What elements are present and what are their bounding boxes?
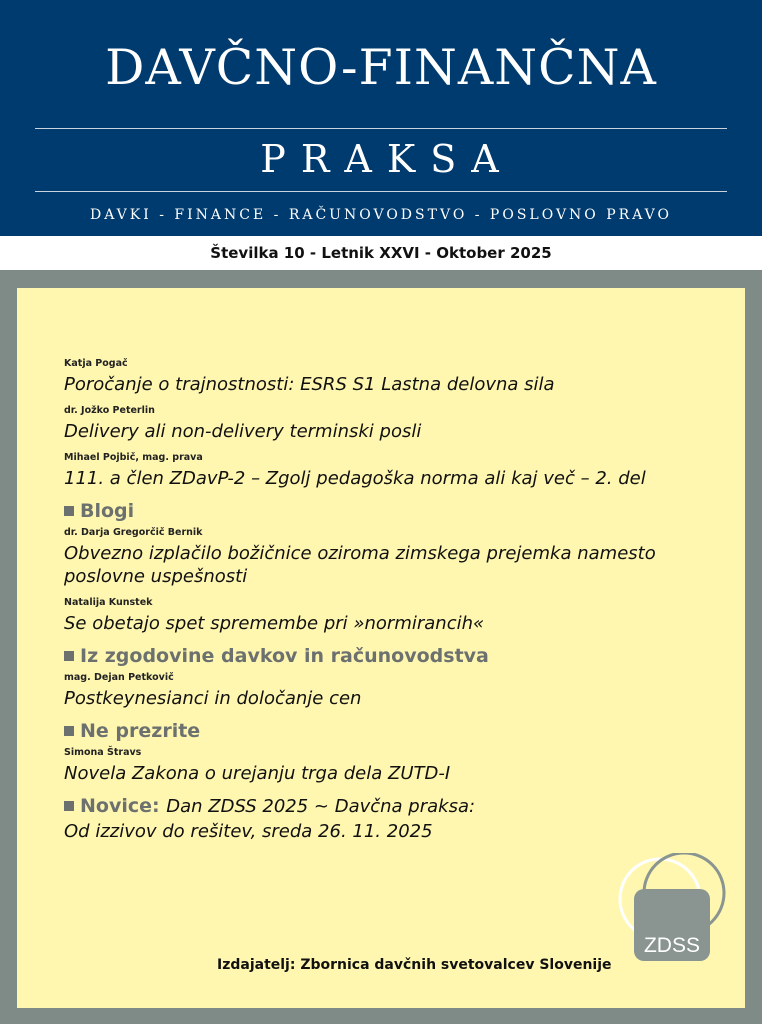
news-text: Dan ZDSS 2025 ~ Davčna praksa: Od izzivov do rešitev, sreda 26. 11. 2025 (64, 796, 476, 842)
section-heading-blogi: Blogi (64, 499, 724, 523)
article-author: dr. Darja Gregorčič Bernik (64, 527, 203, 538)
section-heading-ne-prezrite: Ne prezrite (64, 719, 724, 743)
article-title: Postkeynesianci in določanje cen (64, 688, 362, 709)
article-title: Obvezno izplačilo božičnice oziroma zimskega prejemka namesto poslovne uspešnosti (64, 543, 656, 587)
article-author: dr. Jožko Peterlin (64, 405, 155, 416)
section-novice (64, 794, 504, 844)
zdss-logo-icon (614, 853, 726, 973)
article-title: Novela Zakona o urejanju trga dela ZUTD-I (64, 763, 451, 784)
section-heading-novice: Novice: (80, 795, 160, 817)
square-bullet-icon (64, 651, 74, 661)
square-bullet-icon (64, 506, 74, 516)
masthead (0, 0, 762, 236)
article-title: Delivery ali non-delivery terminski posli (64, 421, 422, 442)
square-bullet-icon (64, 801, 74, 811)
contents-panel (17, 288, 745, 1008)
masthead-divider-top (35, 128, 727, 129)
masthead-divider-bottom (35, 191, 727, 192)
issue-info: Številka 10 - Letnik XXVI - Oktober 2025 (210, 244, 552, 262)
issue-bar (0, 236, 762, 270)
magazine-subtitle: PRAKSA (260, 137, 514, 181)
square-bullet-icon (64, 726, 74, 736)
publisher: Izdajatelj: Zbornica davčnih svetovalcev Slovenije (217, 957, 612, 973)
article-author: Mihael Pojbič, mag. prava (64, 452, 203, 463)
article-title: Poročanje o trajnostnosti: ESRS S1 Lastna delovna sila (64, 374, 555, 395)
article-author: mag. Dejan Petkovič (64, 672, 174, 683)
logo-text: ZDSS (643, 934, 701, 957)
article-author: Simona Štravs (64, 747, 142, 758)
article-author: Natalija Kunstek (64, 597, 153, 608)
magazine-title: DAVČNO-FINANČNA (105, 39, 657, 96)
article-title: Se obetajo spet spremembe pri »normirancih« (64, 613, 485, 634)
magazine-tagline: DAVKI - FINANCE - RAČUNOVODSTVO - POSLOVNO PRAVO (90, 207, 672, 223)
table-of-contents (64, 358, 724, 848)
article-title: 111. a člen ZDavP-2 – Zgolj pedagoška norma ali kaj več – 2. del (64, 468, 646, 489)
section-heading-zgodovina: Iz zgodovine davkov in računovodstva (64, 644, 724, 668)
article-author: Katja Pogač (64, 358, 128, 369)
